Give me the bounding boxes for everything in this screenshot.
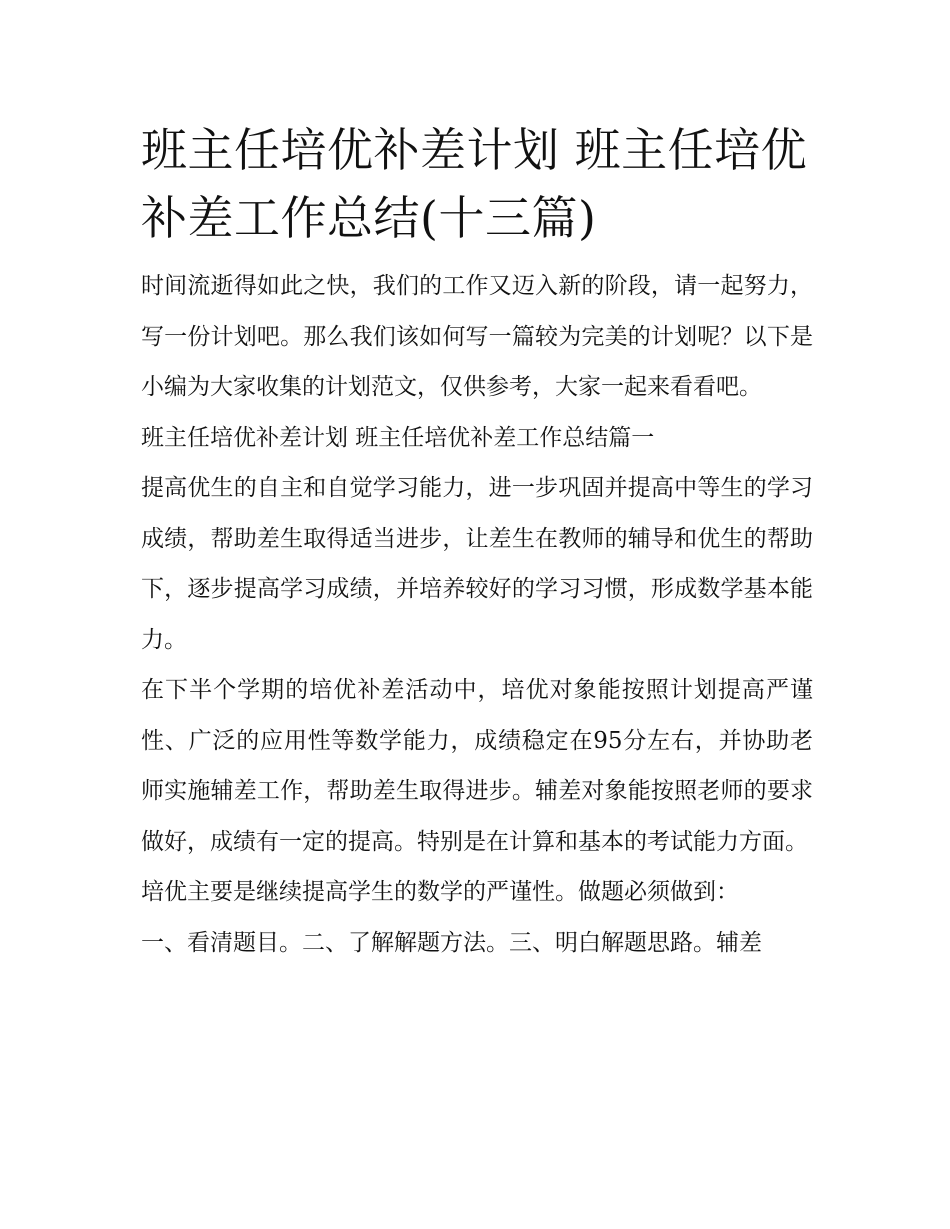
document-body [141, 116, 813, 968]
document-title: 班主任培优补差计划 班主任培优补差工作总结(十三篇) [141, 123, 808, 245]
paragraph-steps: 一、看清题目。二、了解解题方法。三、明白解题思路。辅差 [141, 929, 762, 956]
paragraph-goals: 提高优生的自主和自觉学习能力，进一步巩固并提高中等生的学习成绩，帮助差生取得适当进步，让差生在教师的辅导和优生的帮助下，逐步提高学习成绩，并培养较好的学习习惯，形成数学基本能力。 [141, 475, 813, 653]
paragraph-intro: 时间流逝得如此之快，我们的工作又迈入新的阶段，请一起努力，写一份计划吧。那么我们该如何写一篇较为完美的计划呢？以下是小编为大家收集的计划范文，仅供参考，大家一起来看看吧。 [141, 273, 813, 400]
paragraph-rigor: 培优主要是继续提高学生的数学的严谨性。做题必须做到： [141, 879, 739, 905]
paragraph-semester: 在下半个学期的培优补差活动中，培优对象能按照计划提高严谨性、广泛的应用性等数学能力，成绩稳定在95分左右，并协助老师实施辅差工作，帮助差生取得进步。辅差对象能按照老师的要求做好，成绩有一定的提高。特别是在计算和基本的考试能力方面。 [141, 677, 813, 855]
section-heading: 班主任培优补差计划 班主任培优补差工作总结篇一 [141, 424, 655, 451]
